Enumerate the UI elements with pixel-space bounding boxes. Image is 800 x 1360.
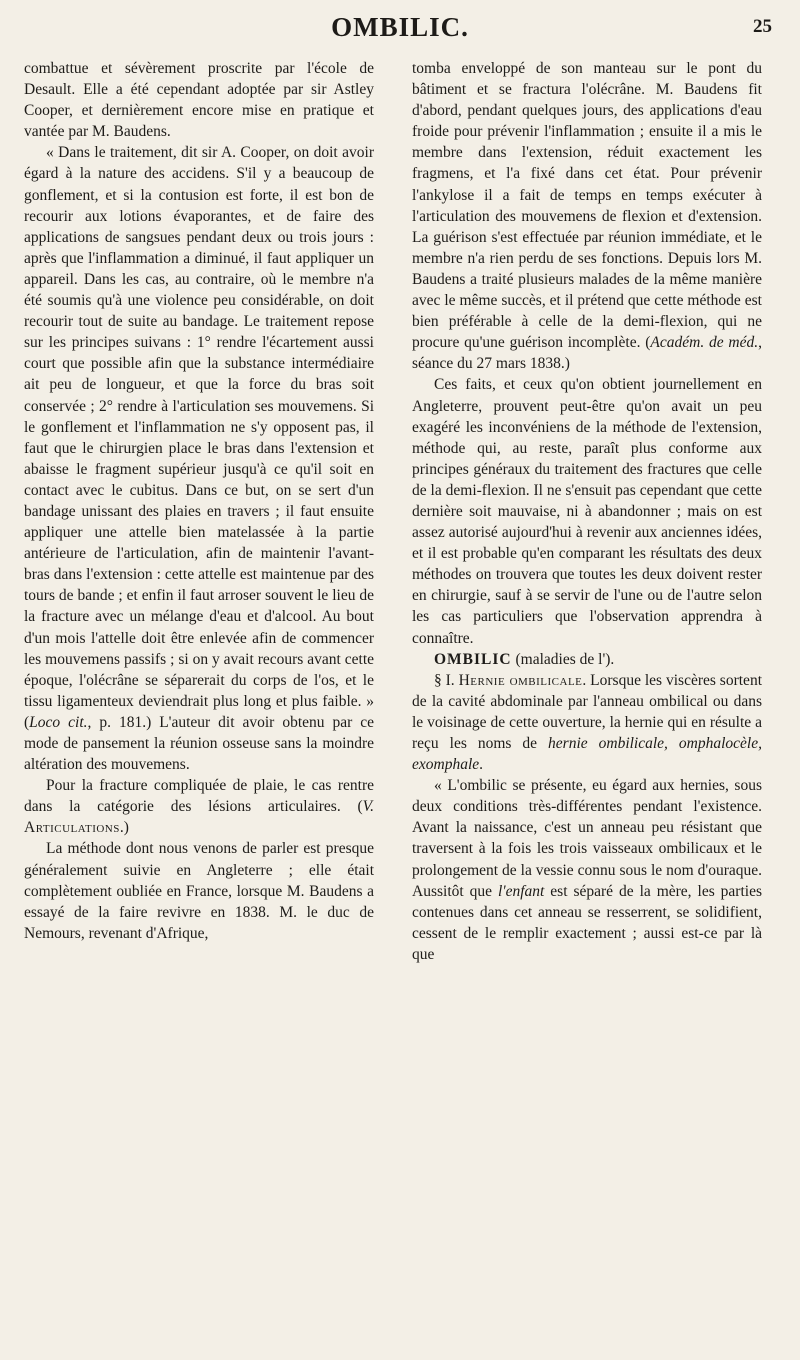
citation-ref: Académ. de méd. bbox=[650, 334, 759, 352]
text: est séparé de la mère, les parties contenues dans cet anneau se resserrent, se solidifient, cessent de le remplir exactement ; aussi est-ce par là que bbox=[412, 882, 762, 963]
entry-heading bbox=[412, 649, 762, 670]
section-title: Hernie ombilicale bbox=[458, 671, 583, 689]
citation-ref: Loco cit. bbox=[29, 713, 88, 731]
page-number: 25 bbox=[753, 16, 772, 37]
text: .) bbox=[119, 819, 129, 837]
quote-text-end: , p. 181.) L'auteur dit avoir obtenu par ce mode de pansement la réunion osseuse sans la moindre altération des mouvemens. bbox=[24, 713, 374, 774]
emphasis: l'enfant bbox=[497, 882, 545, 900]
section-paragraph bbox=[412, 670, 762, 775]
paragraph bbox=[412, 58, 762, 374]
left-column bbox=[24, 58, 374, 944]
cross-reference: Articulations bbox=[24, 819, 120, 837]
paragraph bbox=[24, 142, 374, 775]
text: « L'ombilic se présente, eu égard aux hernies, sous deux conditions très-différentes pendant l'existence. Avant la naissance, c'est un anneau peu résistant que traversent à la fois les trois vaisseaux ombilicaux et le prolongement de la vessie connu sous le nom d'ouraque. Aussitôt que bbox=[412, 777, 762, 900]
paragraph: La méthode dont nous venons de parler est presque généralement suivie en Angleterre ; elle était complètement oubliée en France, lorsque M. Baudens a essayé de la faire revivre en 1838. M. le duc de Nemours, revenant d'Afrique, bbox=[24, 840, 374, 942]
running-head bbox=[0, 12, 800, 52]
quote-text: « Dans le traitement, dit sir A. Cooper, on doit avoir égard à la nature des accidens. S'il y a beaucoup de gonflement, et si la contusion est forte, il est bon de recourir aux lotions évaporantes, et de faire des applications de sangsues pendant deux ou trois jours : après que l'inflammation a diminué, il faut appliquer un appareil. Dans les cas, au contraire, où le membre n'a été soumis qu'à une violence peu considérable, on doit recourir tout de suite au bandage. Le traitement repose sur les principes suivans : 1° rendre l'écartement aussi court que possible afin que la substance intermédiaire ait peu de longueur, et que la force du bras soit conservée ; 2° rendre à l'articulation ses mouvemens. Si le gonflement et l'inflammation ne s'y opposent pas, il faut que le chirurgien place le bras dans l'extension et abaisse le fragment supérieur jusqu'à ce qu'il soit en contact avec le cubitus. Dans ce but, on se sert d'un bandage unissant des plaies en travers ; il faut ensuite appliquer une attelle bien matelassée à la partie antérieure de l'articulation, afin de maintenir l'avant-bras dans l'extension : cette attelle est maintenue par des tours de bande ; et enfin il faut arroser souvent le lieu de la fracture avec un mélange d'eau et d'alcool. Au bout d'un mois l'attelle doit être enlevée afin de commencer les mouvemens passifs ; si on y avait recours avant cette époque, l'olécrâne se séparerait du corps de l'os, et le tissu ligamenteux deviendrait plus long et plus faible. » ( bbox=[24, 144, 374, 731]
paragraph bbox=[24, 775, 374, 838]
paragraph bbox=[412, 775, 762, 965]
entry-word: OMBILIC bbox=[434, 650, 512, 668]
page-title: OMBILIC. bbox=[331, 12, 469, 42]
text: . bbox=[479, 756, 484, 774]
text: tomba enveloppé de son manteau sur le pont du bâtiment et se fractura l'olécrâne. M. Baudens fit d'abord, pendant quelques jours, des applications d'eau froide pour prévenir l'inflammation ; ensuite il a mis le membre dans l'extension, réduit exactement les fragmens, et l'a fixé dans cet état. Pour prévenir l'ankylose il a fait de temps en temps exécuter à l'articulation des mouvemens de flexion et d'extension. La guérison s'est effectuée par réunion immédiate, et le membre n'a rien perdu de ses fonctions. Depuis lors M. Baudens a traité plusieurs malades de la même manière avec le même succès, et il prétend que cette méthode est bien préférable à celle de la demi-flexion, qui ne procure qu'une guérison incomplète. ( bbox=[412, 60, 762, 352]
paragraph: Ces faits, et ceux qu'on obtient journellement en Angleterre, prouvent peut-être qu'on avait un peu exagéré les inconvéniens de la méthode de l'extension, méthode qui, au reste, paraît plus conforme aux principes généraux du traitement des fractures que celle de la demi-flexion. Il ne s'ensuit pas cependant que cette dernière soit mauvaise, ni à abandonner ; mais on est assez autorisé aujourd'hui à revenir aux anciennes idées, et il est probable qu'en comparant les résultats des deux méthodes on trouvera que toutes les deux doivent rester en chirurgie, sauf à se servir de l'une ou de l'autre selon les cas particuliers que l'observation apprendra à connaître. bbox=[412, 376, 762, 647]
text: , séance du 27 mars 1838.) bbox=[412, 334, 762, 373]
section-mark: § I. bbox=[434, 671, 455, 689]
entry-subtitle: (maladies de l'). bbox=[511, 650, 615, 668]
paragraph: combattue et sévèrement proscrite par l'école de Desault. Elle a été cependant adoptée par sir Astley Cooper, et dernièrement encore mise en pratique et vantée par M. Baudens. bbox=[24, 60, 374, 141]
terms: hernie ombilicale, omphalocèle, exomphale bbox=[412, 735, 762, 774]
text: . Lorsque les viscères sortent de la cavité abdominale par l'anneau ombilical ou dans le voisinage de cette ouverture, la hernie qui en résulte a reçu les noms de bbox=[412, 671, 762, 752]
text: Pour la fracture compliquée de plaie, le cas rentre dans la catégorie des lésions articulaires. ( bbox=[24, 777, 374, 816]
right-column bbox=[412, 58, 762, 965]
see-ref: V. bbox=[362, 798, 374, 816]
